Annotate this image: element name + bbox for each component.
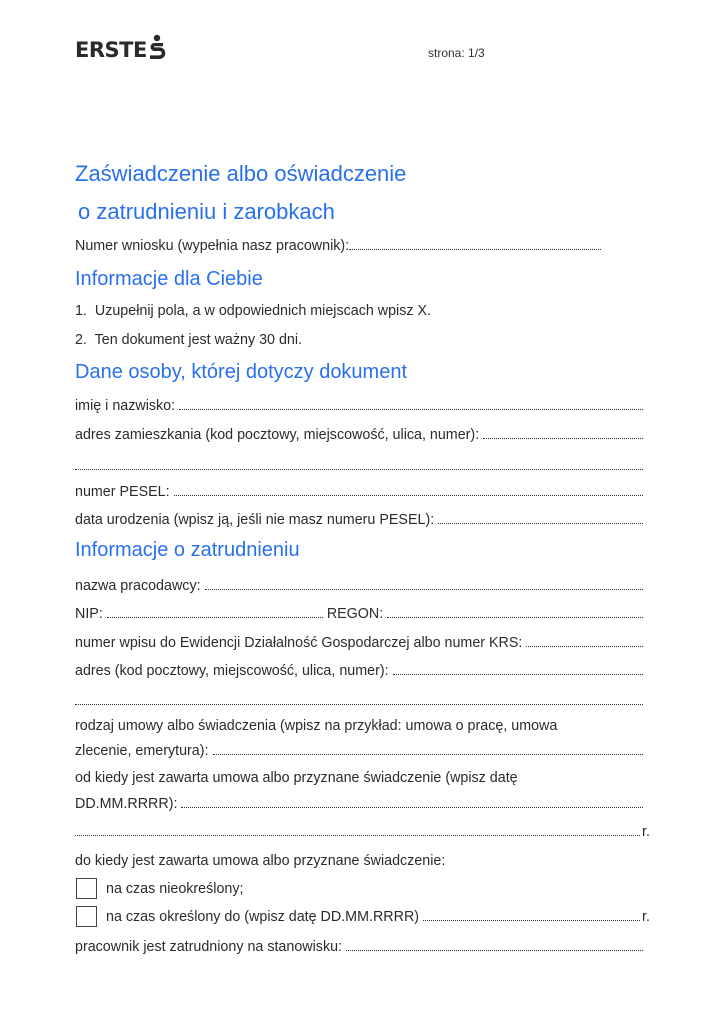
contract-type-field[interactable] (213, 742, 644, 755)
address-label: adres zamieszkania (kod pocztowy, miejscowość, ulica, numer): (75, 427, 480, 443)
application-number-row (75, 237, 601, 254)
until-label: do kiedy jest zawarta umowa albo przyznane świadczenie: (75, 853, 446, 869)
birth-date-label: data urodzenia (wpisz ją, jeśli nie masz numeru PESEL): (75, 512, 435, 528)
indefinite-checkbox[interactable] (76, 878, 97, 899)
definite-year-suffix: r. (642, 909, 650, 925)
employer-address-row (75, 662, 643, 679)
position-label: pracownik jest zatrudniony na stanowisku: (75, 939, 343, 955)
nip-regon-row (75, 605, 643, 622)
info-item-2: 2. Ten dokument jest ważny 30 dni. (75, 332, 303, 348)
pesel-label: numer PESEL: (75, 484, 170, 500)
name-row (75, 397, 643, 414)
position-field[interactable] (346, 938, 643, 951)
contract-type-row (75, 742, 643, 759)
page-number: strona: 1/3 (428, 46, 485, 60)
employer-row (75, 577, 643, 594)
name-label: imię i nazwisko: (75, 398, 176, 414)
pesel-row (75, 483, 643, 500)
employer-address-field[interactable] (393, 662, 643, 675)
ceidg-krs-label: numer wpisu do Ewidencji Działalność Gospodarczej albo numer KRS: (75, 635, 523, 651)
contract-type-label-line2: zlecenie, emerytura): (75, 743, 209, 759)
since-row-2 (75, 823, 650, 840)
address-field[interactable] (483, 426, 643, 439)
nip-field[interactable] (107, 605, 323, 618)
indefinite-label: na czas nieokreślony; (106, 881, 244, 897)
birth-date-field[interactable] (438, 511, 643, 524)
info-heading: Informacje dla Ciebie (75, 268, 263, 290)
since-year-suffix: r. (642, 824, 650, 840)
person-heading: Dane osoby, której dotyczy dokument (75, 361, 408, 383)
employment-heading: Informacje o zatrudnieniu (75, 539, 300, 561)
definite-checkbox[interactable] (76, 906, 97, 927)
erste-logo-text: ERSTE (75, 38, 147, 62)
nip-label: NIP: (75, 606, 103, 622)
since-label-line2: DD.MM.RRRR): (75, 796, 178, 812)
pesel-field[interactable] (174, 483, 643, 496)
employer-field[interactable] (205, 577, 643, 590)
name-field[interactable] (179, 397, 643, 410)
definite-date-field[interactable] (423, 908, 640, 921)
document-title-line1: Zaświadczenie albo oświadczenie (75, 161, 407, 186)
ceidg-krs-field[interactable] (526, 634, 643, 647)
position-row (75, 938, 643, 955)
birth-date-row (75, 511, 643, 528)
info-item-1: 1. Uzupełnij pola, a w odpowiednich miejscach wpisz X. (75, 303, 432, 319)
application-number-field[interactable] (349, 237, 601, 250)
since-row (75, 795, 643, 812)
since-field[interactable] (181, 795, 643, 808)
employer-address-field-line2[interactable] (75, 704, 643, 705)
since-label-line1: od kiedy jest zawarta umowa albo przyznane świadczenie (wpisz datę (75, 770, 518, 786)
employer-label: nazwa pracodawcy: (75, 578, 201, 594)
definite-label: na czas określony do (wpisz datę DD.MM.RRRR) (106, 909, 420, 925)
application-number-label: Numer wniosku (wypełnia nasz pracownik): (75, 238, 350, 254)
erste-logo-icon (146, 34, 168, 62)
employer-address-label: adres (kod pocztowy, miejscowość, ulica, numer): (75, 663, 389, 679)
address-row (75, 426, 643, 443)
address-field-line2[interactable] (75, 469, 643, 470)
since-field-line2[interactable] (75, 823, 640, 836)
regon-field[interactable] (387, 605, 643, 618)
definite-row (106, 908, 650, 925)
ceidg-krs-row (75, 634, 643, 651)
contract-type-label-line1: rodzaj umowy albo świadczenia (wpisz na przykład: umowa o pracę, umowa (75, 718, 558, 734)
regon-label: REGON: (326, 606, 384, 622)
document-title-line2: o zatrudnieniu i zarobkach (78, 199, 335, 224)
